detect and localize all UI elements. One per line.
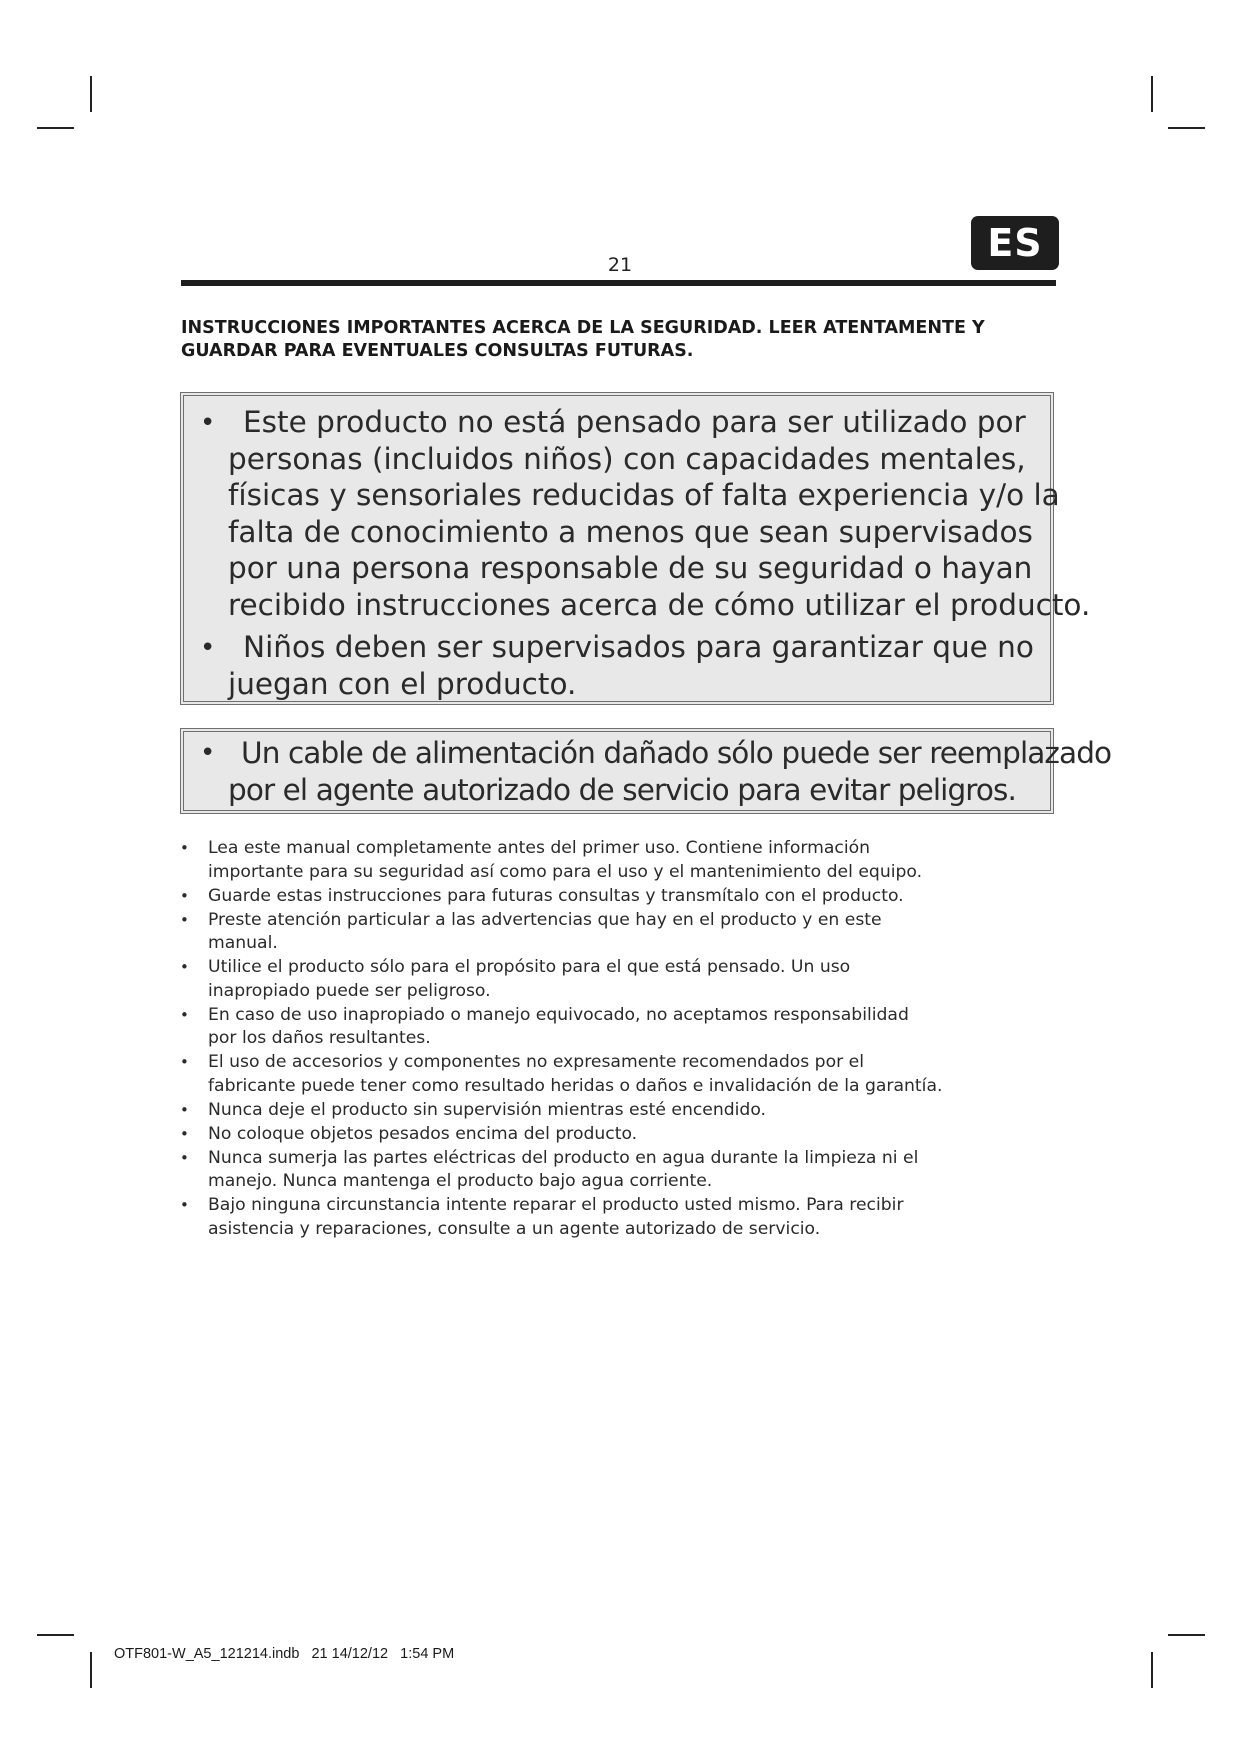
warning-line: por una persona responsable de su seguridad o hayan [228, 551, 1033, 585]
bullet: • [180, 1005, 189, 1024]
warning-line: personas (incluidos niños) con capacidades mentales, [228, 441, 1026, 476]
crop-mark [90, 76, 92, 112]
bullet: • [200, 408, 216, 438]
warning-line: falta de conocimiento a menos que sean supervisados [228, 514, 1033, 549]
page-number: 21 [607, 254, 633, 276]
list-item [180, 1004, 1080, 1051]
list-item [180, 1099, 1080, 1123]
bullet: • [200, 738, 216, 768]
warning-line: Niños deben ser supervisados para garantizar que no [243, 630, 1034, 664]
bullet: • [180, 1100, 189, 1119]
warning-line: Un cable de alimentación dañado sólo puede ser reemplazado [241, 736, 1112, 770]
list-line: En caso de uso inapropiado o manejo equivocado, no aceptamos responsabilidad [208, 1004, 909, 1025]
language-badge: ES [971, 216, 1059, 270]
list-line: inapropiado puede ser peligroso. [208, 980, 491, 1001]
list-line: No coloque objetos pesados encima del producto. [208, 1123, 638, 1144]
bullet: • [180, 839, 189, 857]
list-line: Guarde estas instrucciones para futuras consultas y transmítalo con el producto. [208, 885, 904, 906]
list-line: importante para su seguridad así como para el uso y el mantenimiento del equipo. [208, 861, 923, 882]
list-line: Lea este manual completamente antes del primer uso. Contiene información [208, 838, 871, 858]
list-line: El uso de accesorios y componentes no expresamente recomendados por el [208, 1052, 864, 1072]
list-item [180, 1194, 1080, 1241]
heading-line: GUARDAR PARA EVENTUALES CONSULTAS FUTURAS. [181, 341, 694, 361]
warning-line: físicas y sensoriales reducidas of falta experiencia y/o la [228, 478, 1060, 512]
print-slug: OTF801-W_A5_121214.indb 21 14/12/12 1:54 PM [114, 1646, 455, 1662]
list-line: manual. [208, 933, 278, 953]
safety-heading [181, 317, 1081, 363]
warning-item [228, 629, 1058, 702]
list-item [180, 1051, 1080, 1098]
list-item [180, 1123, 1080, 1147]
crop-mark [1151, 1652, 1153, 1688]
list-item [180, 956, 1080, 1003]
bullet: • [180, 1053, 189, 1071]
crop-mark [37, 1634, 74, 1636]
list-line: Preste atención particular a las advertencias que hay en el producto y en este [208, 909, 882, 930]
list-line: Nunca sumerja las partes eléctricas del producto en agua durante la limpieza ni el [208, 1147, 919, 1168]
bullet: • [180, 910, 189, 929]
bullet: • [180, 1148, 189, 1167]
warning-line: recibido instrucciones acerca de cómo utilizar el producto. [228, 587, 1091, 622]
list-line: Nunca deje el producto sin supervisión mientras esté encendido. [208, 1099, 767, 1120]
list-line: Bajo ninguna circunstancia intente reparar el producto usted mismo. Para recibir [208, 1195, 904, 1215]
list-line: por los daños resultantes. [208, 1028, 431, 1048]
bullet: • [180, 958, 189, 976]
crop-mark [37, 127, 74, 129]
heading-line: INSTRUCCIONES IMPORTANTES ACERCA DE LA SEGURIDAD. LEER ATENTAMENTE Y [181, 318, 985, 338]
instruction-list [180, 837, 1080, 1242]
list-line: Utilice el producto sólo para el propósito para el que está pensado. Un uso [208, 957, 851, 977]
list-item [180, 885, 1080, 909]
header-rule [181, 280, 1056, 286]
warning-box [180, 392, 1091, 705]
warning-line: por el agente autorizado de servicio para evitar peligros. [228, 772, 1016, 807]
warning-line: juegan con el producto. [228, 666, 577, 701]
warning-item [228, 404, 1091, 623]
warning-line: Este producto no está pensado para ser utilizado por [243, 405, 1026, 439]
bullet: • [180, 1196, 189, 1214]
crop-mark [1151, 76, 1153, 112]
warning-box [180, 728, 1112, 814]
list-line: asistencia y reparaciones, consulte a un agente autorizado de servicio. [208, 1218, 821, 1239]
bullet: • [180, 886, 189, 905]
bullet: • [180, 1124, 189, 1143]
bullet: • [200, 633, 216, 663]
crop-mark [90, 1652, 92, 1688]
warning-item [228, 735, 1112, 808]
list-line: fabricante puede tener como resultado heridas o daños e invalidación de la garantía. [208, 1075, 943, 1096]
crop-mark [1168, 127, 1205, 129]
crop-mark [1168, 1634, 1205, 1636]
list-item [180, 909, 1080, 956]
list-item [180, 1147, 1080, 1194]
list-item [180, 837, 1080, 884]
list-line: manejo. Nunca mantenga el producto bajo agua corriente. [208, 1171, 713, 1191]
